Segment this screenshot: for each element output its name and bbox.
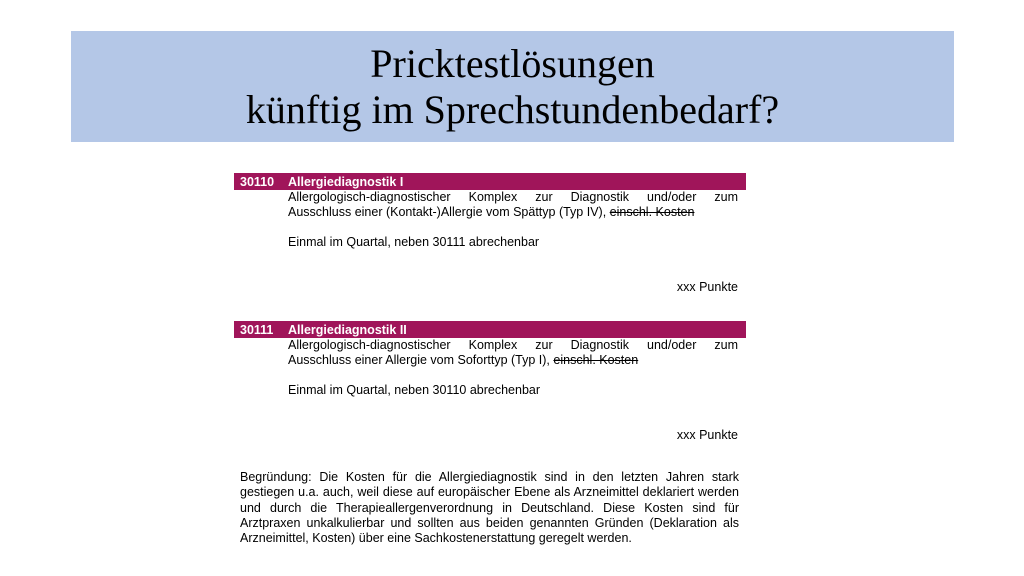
title-line-2: künftig im Sprechstundenbedarf? (245, 86, 780, 132)
struck-costs-text: einschl. Kosten (609, 205, 695, 219)
entry-name: Allergiediagnostik I (288, 174, 404, 189)
struck-costs-text: einschl. Kosten (553, 353, 639, 367)
slide-title (71, 31, 954, 142)
entry-header-bar (234, 173, 746, 190)
description-line-2: Ausschluss einer (Kontakt-)Allergie vom Spättyp (Typ IV), (288, 205, 607, 219)
description-line-1: Allergologisch-diagnostischer Komplex zur Diagnostik und/oder zum (288, 338, 738, 352)
entry-points: xxx Punkte (676, 280, 738, 294)
entry-note: Einmal im Quartal, neben 30111 abrechenbar (288, 235, 540, 249)
entry-points: xxx Punkte (676, 428, 738, 442)
entry-description (288, 338, 738, 368)
fee-entry-30111 (234, 321, 746, 442)
title-line-1: Pricktestlösungen (370, 40, 655, 86)
description-line-2: Ausschluss einer Allergie vom Soforttyp (Typ I), (288, 353, 550, 367)
reason-paragraph: Begründung: Die Kosten für die Allergiediagnostik sind in den letzten Jahren stark gestiegen u.a. auch, weil diese auf europäischer Ebene als Arzneimittel deklariert werden und durch die Therapieallergenverordnung in Deutschland. Diese Kosten sind für Arztpraxen unkalkulierbar und sollten aus beiden genannten Gründen (Deklaration als Arzneimittel, Kosten) über eine Sachkostenerstattung geregelt werden. (240, 470, 739, 546)
entry-code: 30110 (240, 174, 275, 189)
entry-name: Allergiediagnostik II (288, 322, 407, 337)
entry-note: Einmal im Quartal, neben 30110 abrechenbar (288, 383, 541, 397)
entry-code: 30111 (240, 322, 274, 337)
fee-entry-30110 (234, 173, 746, 294)
description-line-1: Allergologisch-diagnostischer Komplex zur Diagnostik und/oder zum (288, 190, 738, 204)
entry-header-bar (234, 321, 746, 338)
entry-description (288, 190, 738, 220)
